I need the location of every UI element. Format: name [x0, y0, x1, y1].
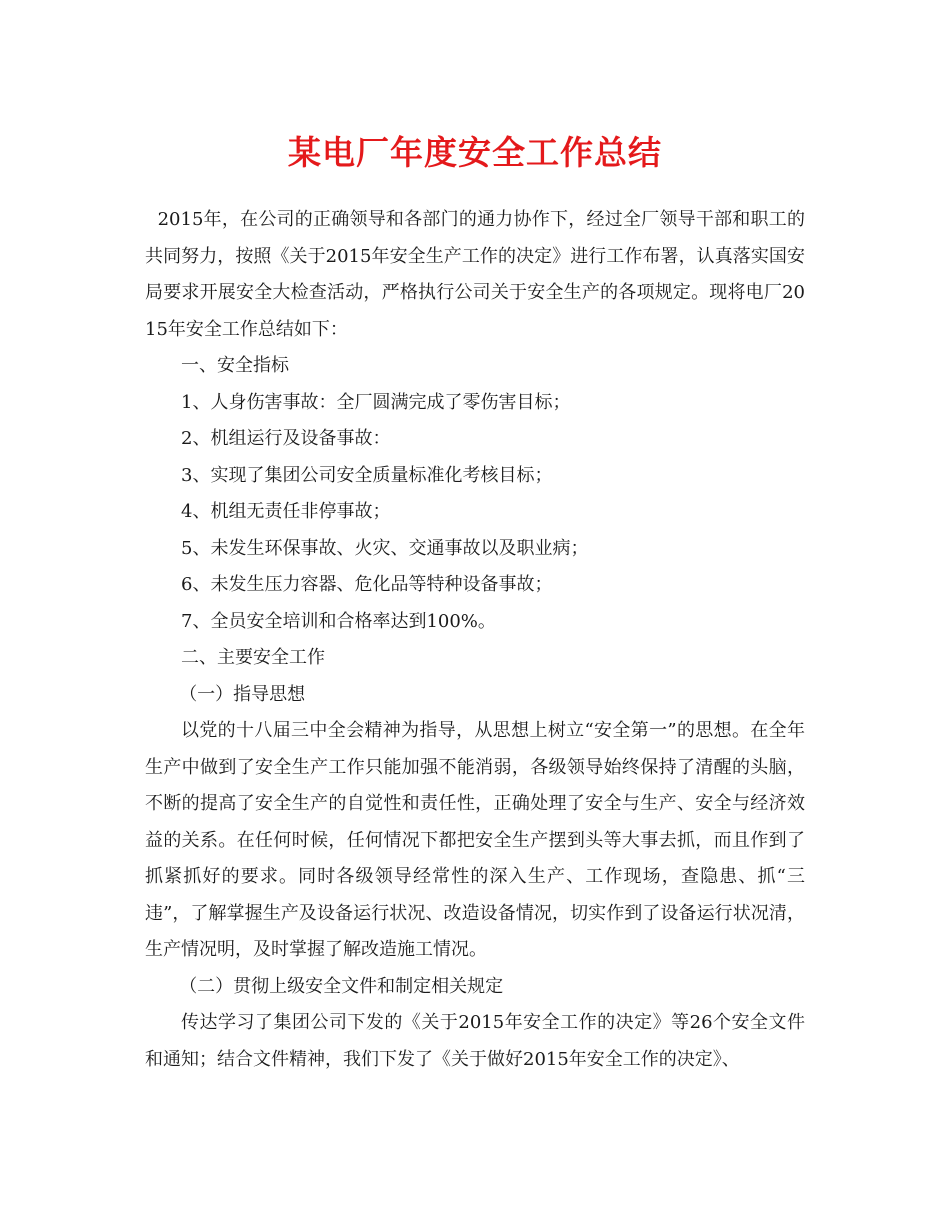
indicator-item: 4、机组无责任非停事故；	[181, 501, 391, 522]
subsection-heading-implement-documents: （二）贯彻上级安全文件和制定相关规定	[179, 975, 504, 997]
indicator-item: 7、全员安全培训和合格率达到100%。	[181, 610, 496, 632]
indicator-item: 3、实现了集团公司安全质量标准化考核目标；	[181, 464, 553, 486]
intro-paragraph: 2015年，在公司的正确领导和各部门的通力协作下，经过全厂领导干部和职工的共同努力，按照《关于2015年安全生产工作的决定》进行工作布署，认真落实国安局要求开展安全大检查活动，严格执行公司关于安全生产的各项规定。现将电厂2015年安全工作总结如下：	[145, 209, 805, 340]
section-heading-main-safety-work: 二、主要安全工作	[181, 647, 325, 668]
indicator-item: 2、机组运行及设备事故：	[181, 428, 391, 449]
indicator-item: 1、人身伤害事故：全厂圆满完成了零伤害目标；	[181, 391, 571, 413]
section-heading-safety-indicators: 一、安全指标	[181, 355, 289, 376]
indicator-item: 6、未发生压力容器、危化品等特种设备事故；	[181, 574, 553, 595]
document-body	[145, 202, 805, 1078]
subsection-heading-guiding-ideology: （一）指导思想	[179, 683, 306, 705]
implement-documents-paragraph: 传达学习了集团公司下发的《关于2015年安全工作的决定》等26个安全文件和通知；结合文件精神，我们下发了《关于做好2015年安全工作的决定》、	[145, 1012, 805, 1070]
document-title: 某电厂年度安全工作总结	[288, 133, 662, 172]
indicator-item: 5、未发生环保事故、火灾、交通事故以及职业病；	[181, 537, 589, 559]
guiding-ideology-paragraph: 以党的十八届三中全会精神为指导，从思想上树立“安全第一”的思想。在全年生产中做到了安全生产工作只能加强不能消弱，各级领导始终保持了清醒的头脑，不断的提高了安全生产的自觉性和责任性，正确处理了安全与生产、安全与经济效益的关系。在任何时候，任何情况下都把安全生产摆到头等大事去抓，而且作到了抓紧抓好的要求。同时各级领导经常性的深入生产、工作现场，查隐患、抓“三违”，了解掌握生产及设备运行状况、改造设备情况，切实作到了设备运行状况清，生产情况明，及时掌握了解改造施工情况。	[145, 720, 805, 960]
